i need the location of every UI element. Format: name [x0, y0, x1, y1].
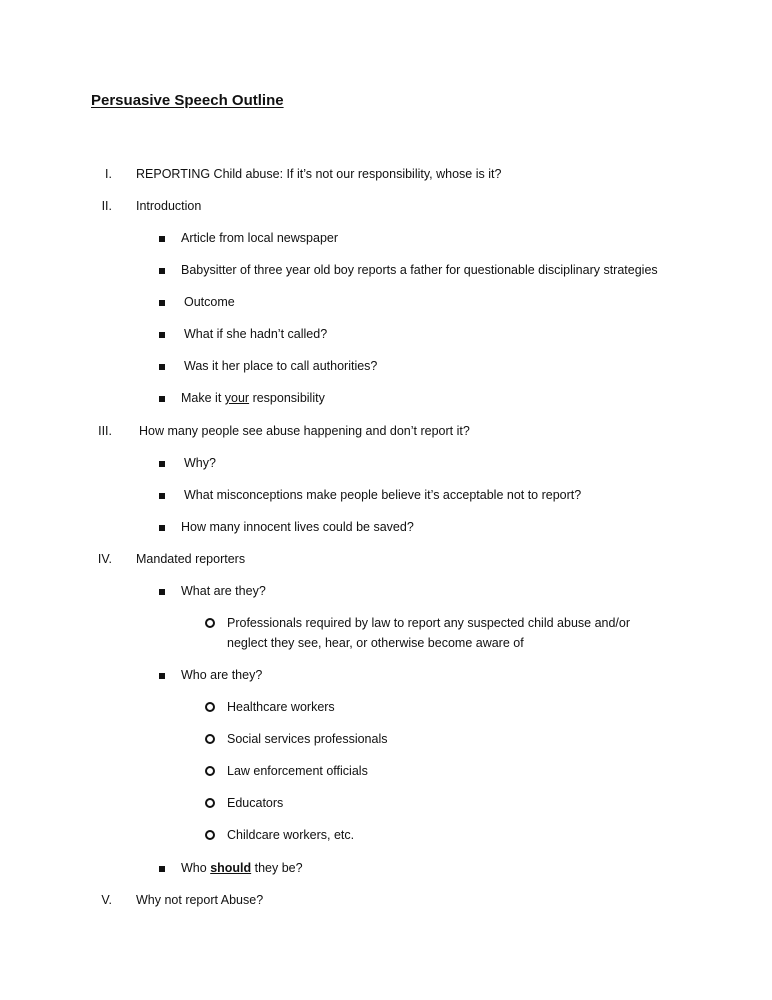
list-item [181, 390, 325, 406]
circle-bullet-icon [205, 702, 215, 712]
section-heading-3: How many people see abuse happening and don’t report it? [139, 424, 470, 438]
list-item: Was it her place to call authorities? [184, 359, 378, 373]
list-item: Babysitter of three year old boy reports a father for questionable disciplinary strategies [181, 263, 658, 277]
list-item-text: Who [181, 861, 211, 875]
list-item: What misconceptions make people believe it’s acceptable not to report? [184, 488, 582, 502]
list-item: Why? [184, 456, 216, 470]
circle-bullet-icon [205, 830, 215, 840]
square-bullet-icon [159, 332, 165, 338]
square-bullet-icon [159, 589, 165, 595]
section-numeral-1: I. [105, 167, 112, 181]
list-item-text: responsibility [249, 391, 325, 405]
list-item: Outcome [184, 295, 235, 309]
square-bullet-icon [159, 364, 165, 370]
square-bullet-icon [159, 525, 165, 531]
sub-list-item: Professionals required by law to report any suspected child abuse and/or [227, 616, 631, 630]
square-bullet-icon [159, 493, 165, 499]
list-item: How many innocent lives could be saved? [181, 520, 414, 534]
bold-underlined-emphasis: should [210, 861, 252, 875]
section-heading-1: REPORTING Child abuse: If it’s not our responsibility, whose is it? [136, 167, 502, 181]
section-numeral-4: IV. [97, 552, 112, 566]
list-item: What are they? [181, 584, 266, 598]
list-item [181, 860, 303, 876]
circle-bullet-icon [205, 734, 215, 744]
square-bullet-icon [159, 300, 165, 306]
sub-list-item-continued: neglect they see, hear, or otherwise become aware of [227, 636, 524, 650]
list-item-text: they be? [251, 861, 303, 875]
circle-bullet-icon [205, 618, 215, 628]
sub-list-item: Social services professionals [227, 732, 388, 746]
sub-list-item: Law enforcement officials [227, 764, 368, 778]
square-bullet-icon [159, 673, 165, 679]
list-item: Who are they? [181, 668, 263, 682]
square-bullet-icon [159, 396, 165, 402]
section-heading-2: Introduction [136, 199, 202, 213]
list-item: What if she hadn’t called? [184, 327, 328, 341]
section-numeral-5: V. [101, 893, 112, 907]
page-title: Persuasive Speech Outline [91, 92, 284, 109]
list-item-text: Make it [181, 391, 225, 405]
square-bullet-icon [159, 268, 165, 274]
square-bullet-icon [159, 461, 165, 467]
sub-list-item: Educators [227, 796, 284, 810]
sub-list-item: Childcare workers, etc. [227, 828, 355, 842]
section-numeral-3: III. [98, 424, 112, 438]
circle-bullet-icon [205, 798, 215, 808]
section-heading-4: Mandated reporters [136, 552, 246, 566]
section-heading-5: Why not report Abuse? [136, 893, 264, 907]
square-bullet-icon [159, 866, 165, 872]
square-bullet-icon [159, 236, 165, 242]
circle-bullet-icon [205, 766, 215, 776]
underlined-emphasis: your [224, 391, 250, 405]
list-item: Article from local newspaper [181, 231, 339, 245]
sub-list-item: Healthcare workers [227, 700, 335, 714]
section-numeral-2: II. [101, 199, 112, 213]
